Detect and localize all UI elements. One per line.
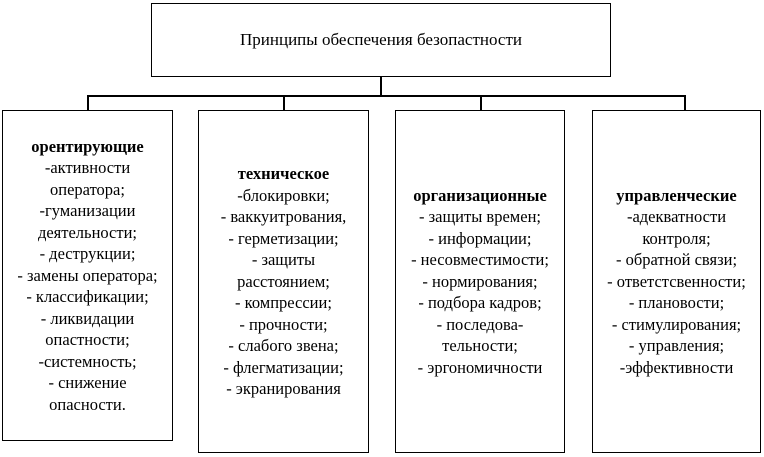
group-item: - информации;: [428, 228, 532, 248]
connector-drop-3: [480, 95, 482, 111]
group-item: опасности.: [49, 394, 126, 414]
group-item: - защиты времен;: [419, 207, 541, 227]
group-item: - плановости;: [628, 293, 725, 313]
group-heading: организационные: [413, 185, 547, 205]
group-item: - ваккуитрования,: [220, 207, 347, 227]
connector-drop-4: [684, 95, 686, 111]
group-box-technical: [198, 110, 369, 453]
group-item: деятельности;: [37, 222, 138, 242]
group-item: - подбора кадров;: [418, 293, 542, 313]
root-connector-vertical: [380, 77, 382, 96]
group-item: - несовместимости;: [411, 250, 549, 270]
group-item: - управления;: [628, 336, 725, 356]
group-item: - флегматизации;: [223, 357, 344, 377]
group-item: тельности;: [442, 336, 518, 356]
group-item: - прочности;: [239, 314, 328, 334]
connector-drop-2: [283, 95, 285, 111]
group-heading: техническое: [237, 164, 330, 184]
group-item: -системность;: [38, 351, 137, 371]
connector-drop-1: [87, 95, 89, 111]
group-item: -адекватности: [626, 207, 727, 227]
group-item: -гуманизации: [39, 201, 136, 221]
group-box-organizational: [395, 110, 565, 453]
group-item: -активности: [44, 158, 131, 178]
group-item: расстоянием;: [237, 271, 330, 291]
root-title: Принципы обеспечения безопастности: [240, 30, 522, 49]
group-item: - эргономичности: [417, 357, 543, 377]
group-item: - ответстсвенности;: [607, 271, 746, 291]
group-item: - нормирования;: [422, 271, 538, 291]
group-item: оператора;: [50, 179, 125, 199]
group-box-managerial: [592, 110, 761, 453]
group-item: - классификации;: [26, 287, 149, 307]
group-item: - деструкции;: [39, 244, 136, 264]
group-item: опастности;: [45, 330, 130, 350]
group-item: - ликвидации: [40, 308, 135, 328]
group-item: контроля;: [642, 228, 711, 248]
group-item: - обратной связи;: [615, 250, 738, 270]
group-item: - последова-: [436, 314, 524, 334]
group-heading: орентирующие: [31, 136, 144, 156]
group-heading: управленческие: [616, 185, 737, 205]
group-item: - замены оператора;: [17, 265, 158, 285]
group-item: - экранирования: [226, 379, 341, 399]
group-item: -эффективности: [619, 357, 734, 377]
group-item: - слабого звена;: [228, 336, 339, 356]
group-item: -блокировки;: [237, 185, 330, 205]
connector-horizontal-bus: [87, 95, 685, 97]
group-item: - компрессии;: [235, 293, 332, 313]
group-item: - снижение: [48, 373, 127, 393]
root-node: [151, 3, 611, 77]
group-box-orienting: [2, 110, 173, 441]
group-item: - герметизации;: [228, 228, 339, 248]
group-item: - стимулирования;: [611, 314, 742, 334]
group-item: - защиты: [251, 250, 316, 270]
